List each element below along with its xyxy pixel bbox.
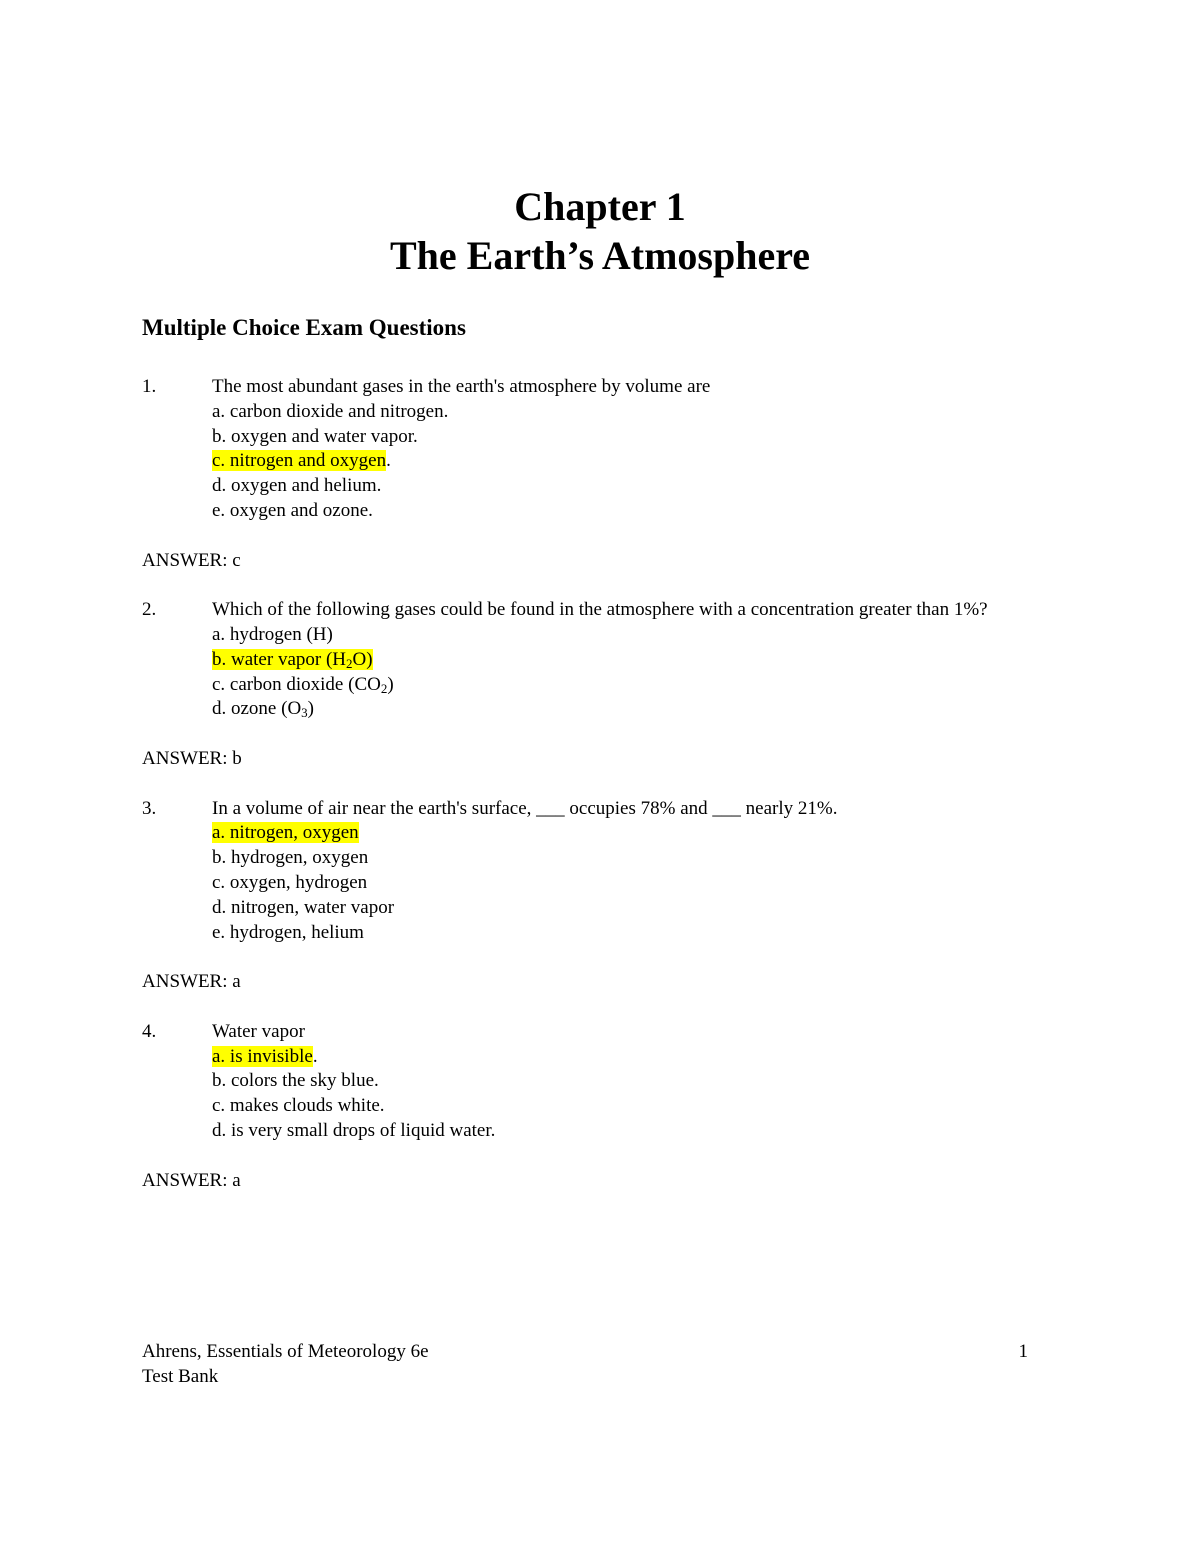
answer-highlight: b. water vapor $(H_2O)$	[212, 648, 373, 671]
answer-key: ANSWER: a	[142, 971, 241, 993]
answer-key: ANSWER: c	[142, 549, 241, 571]
question-body	[212, 598, 1062, 722]
question-number: 3.	[142, 797, 157, 819]
option-b: b. hydrogen, oxygen	[212, 847, 369, 869]
option-d: d. nitrogen, water vapor	[212, 896, 395, 918]
question-stem: Water vapor	[212, 1020, 305, 1042]
footer-subtitle: Test Bank	[142, 1365, 219, 1387]
page-number: 1	[1018, 1341, 1028, 1362]
option-e: e. oxygen and ozone.	[212, 499, 373, 521]
question-number: 2.	[142, 599, 157, 621]
page-footer	[142, 1340, 1028, 1390]
option-b: b. oxygen and water vapor.	[212, 425, 418, 447]
footer-book-title: Ahrens, Essentials of Meteorology 6e	[142, 1341, 429, 1362]
question-body	[212, 375, 1062, 524]
option-b-correct	[212, 648, 1062, 673]
chapter-title	[0, 182, 1200, 280]
question-2	[142, 598, 1062, 722]
question-list	[142, 375, 1062, 1218]
question-body	[212, 1020, 1062, 1144]
option-d: d. is very small drops of liquid water.	[212, 1119, 496, 1141]
section-heading: Multiple Choice Exam Questions	[142, 315, 466, 340]
option-c-correct: c. nitrogen and oxygen.	[212, 450, 391, 472]
answer-highlight: c. nitrogen and oxygen	[212, 450, 387, 472]
chapter-name: The Earth’s Atmosphere	[390, 233, 810, 278]
answer-highlight: a. nitrogen, oxygen	[212, 822, 359, 844]
question-stem: In a volume of air near the earth's surface, ___ occupies 78% and ___ nearly 21%.	[212, 797, 838, 819]
option-a-correct: a. is invisible.	[212, 1045, 318, 1067]
question-number: 4.	[142, 1020, 157, 1042]
option-d: d. oxygen and helium.	[212, 475, 382, 497]
option-c: c. carbon dioxide $(CO_2)$	[212, 673, 394, 696]
option-d: d. ozone $(O_3)$	[212, 698, 314, 721]
question-4	[142, 1020, 1062, 1144]
option-a: a. carbon dioxide and nitrogen.	[212, 400, 449, 422]
option-e: e. hydrogen, helium	[212, 921, 364, 943]
answer-key: ANSWER: a	[142, 1169, 241, 1191]
option-c: c. makes clouds white.	[212, 1095, 385, 1117]
option-a: a. hydrogen (H)	[212, 623, 333, 645]
option-c: c. oxygen, hydrogen	[212, 871, 368, 893]
answer-highlight: a. is invisible	[212, 1045, 313, 1067]
answer-key: ANSWER: b	[142, 747, 242, 769]
option-a-correct	[212, 821, 1062, 846]
question-stem: Which of the following gases could be found in the atmosphere with a concentration greater than 1%?	[212, 599, 988, 621]
question-body	[212, 797, 1062, 946]
question-1	[142, 375, 1062, 524]
chapter-number: Chapter 1	[514, 184, 686, 229]
question-number: 1.	[142, 376, 157, 397]
option-b: b. colors the sky blue.	[212, 1070, 379, 1092]
question-stem: The most abundant gases in the earth's atmosphere by volume are	[212, 376, 711, 397]
question-3	[142, 797, 1062, 946]
